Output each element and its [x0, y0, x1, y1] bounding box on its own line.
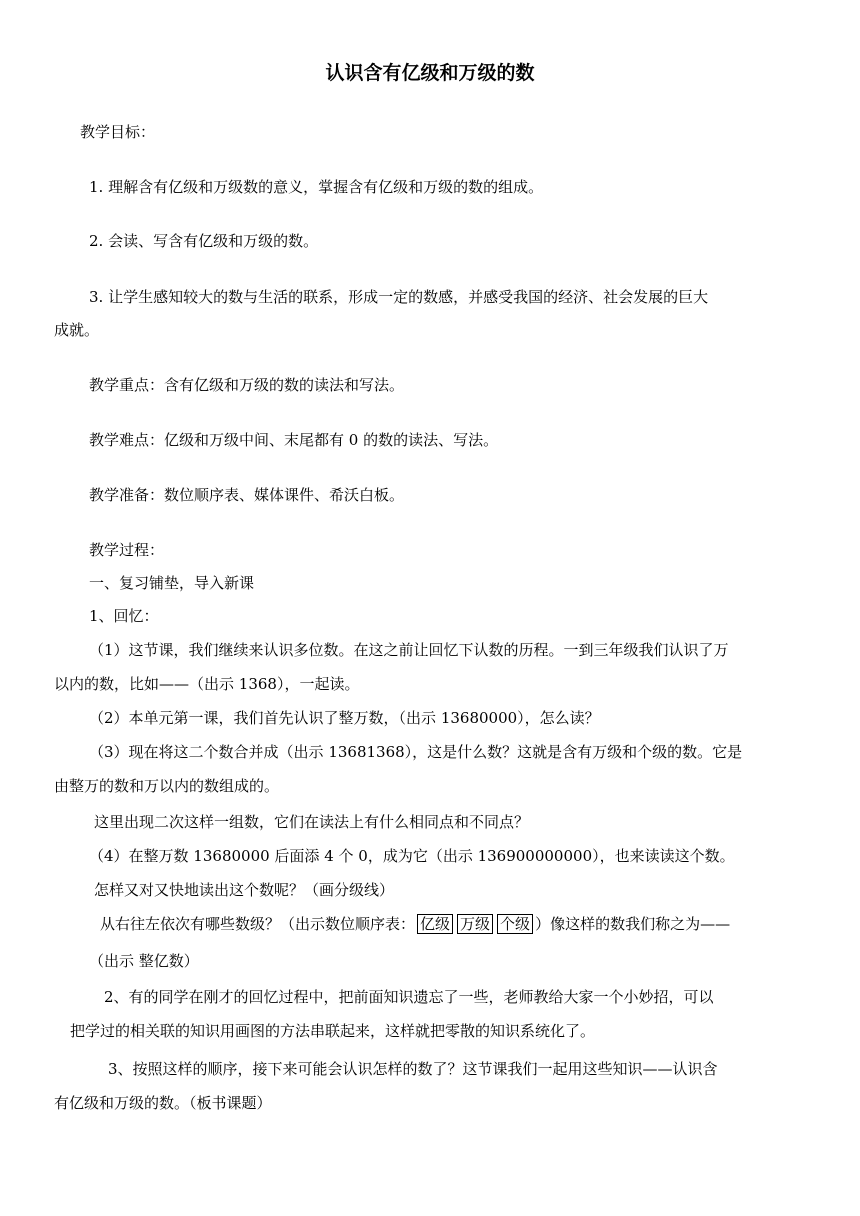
- box-wan-ji: 万级: [457, 914, 493, 934]
- item-2-line-2: 把学过的相关联的知识用画图的方法串联起来，这样就把零散的知识系统化了。: [70, 1022, 596, 1040]
- recall-heading: 1、回忆：: [89, 607, 159, 625]
- order-text-before: 从右往左依次有哪些数级？（出示数位顺序表：: [100, 915, 416, 933]
- page-title: 认识含有亿级和万级的数: [325, 62, 535, 84]
- paragraph-4-order: [100, 914, 730, 934]
- paragraph-3-line-3: 这里出现二次这样一组数，它们在读法上有什么相同点和不同点？: [94, 813, 530, 831]
- paragraph-4: （4）在整万数 13680000 后面添 4 个 0，成为它（出示 136900000000），也来读读这个数。: [89, 847, 735, 865]
- paragraph-3-line-1: （3）现在将这二个数合并成（出示 13681368），这是什么数？这就是含有万级和个级的数。它是: [89, 743, 743, 761]
- goals-heading: 教学目标：: [80, 123, 156, 141]
- section-1-heading: 一、复习铺垫，导入新课: [89, 574, 255, 592]
- goal-item-3-line-1: 3. 让学生感知较大的数与生活的联系，形成一定的数感，并感受我国的经济、社会发展的巨大: [89, 288, 709, 306]
- goal-item-3-line-2: 成就。: [54, 321, 100, 339]
- preparation: 教学准备：数位顺序表、媒体课件、希沃白板。: [89, 486, 405, 504]
- goal-item-1: 1. 理解含有亿级和万级数的意义，掌握含有亿级和万级的数的组成。: [89, 178, 544, 196]
- paragraph-4-show: （出示 整亿数）: [89, 952, 199, 970]
- goal-item-2: 2. 会读、写含有亿级和万级的数。: [89, 232, 319, 250]
- paragraph-1-line-2: 以内的数，比如——（出示 1368），一起读。: [54, 675, 360, 693]
- item-2-line-1: 2、有的同学在刚才的回忆过程中，把前面知识遗忘了一些，老师教给大家一个小妙招，可以: [104, 988, 714, 1006]
- box-ge-ji: 个级: [497, 914, 533, 934]
- item-3-line-1: 3、按照这样的顺序，接下来可能会认识怎样的数了？这节课我们一起用这些知识——认识含: [108, 1060, 718, 1078]
- paragraph-4-question: 怎样又对又快地读出这个数呢？（画分级线）: [94, 881, 395, 899]
- process-heading: 教学过程：: [89, 541, 165, 559]
- paragraph-1-line-1: （1）这节课，我们继续来认识多位数。在这之前让回忆下认数的历程。一到三年级我们认识了万: [89, 641, 729, 659]
- box-yi-ji: 亿级: [417, 914, 453, 934]
- item-3-line-2: 有亿级和万级的数。（板书课题）: [54, 1094, 272, 1112]
- paragraph-2: （2）本单元第一课，我们首先认识了整万数，（出示 13680000），怎么读？: [89, 709, 600, 727]
- key-point: 教学重点：含有亿级和万级的数的读法和写法。: [89, 376, 405, 394]
- difficulty: 教学难点：亿级和万级中间、末尾都有 0 的数的读法、写法。: [89, 431, 499, 449]
- order-text-after: ）像这样的数我们称之为——: [535, 915, 731, 933]
- paragraph-3-line-2: 由整万的数和万以内的数组成的。: [54, 777, 280, 795]
